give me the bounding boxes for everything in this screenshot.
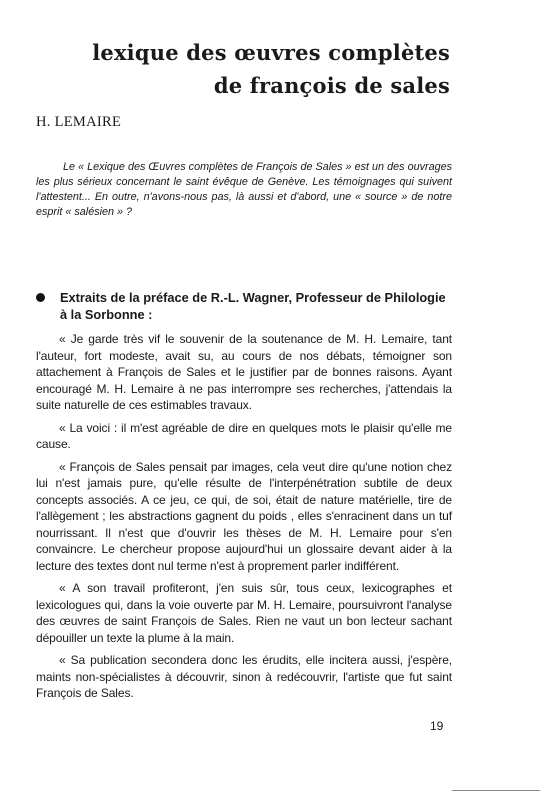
paragraph: « Sa publication secondera donc les érudits, elle incitera aussi, j'espère, maints non-spécialistes à découvrir, sinon à redécouvrir, l'artiste que fut saint François de Sales. <box>36 653 452 700</box>
bullet-icon <box>36 293 45 302</box>
paragraph: « Je garde très vif le souvenir de la soutenance de M. H. Lemaire, tant l'auteur, fort modeste, avait su, au cours de nos débats, témoigner son attachement à François de Sales et le justifier par de bonnes raisons. Ayant encouragé M. H. Lemaire à ne pas interrompre ses recherches, j'attendais la suite naturelle de ces estimables travaux. <box>36 332 452 412</box>
abstract: Le « Lexique des Œuvres complètes de François de Sales » est un des ouvrages les plus sérieux concernant le saint évêque de Genève. Les témoignages qui suivent l'attestent... En outre, n'avons-nous pas, là aussi et d'abord, une « source » de notre esprit « salésien » ? <box>36 161 452 218</box>
title-line-1: lexique des œuvres complètes <box>92 40 450 65</box>
section-heading: Extraits de la préface de R.-L. Wagner, Professeur de Philologie à la Sorbonne : <box>60 290 446 322</box>
paragraph: « A son travail profiteront, j'en suis sûr, tous ceux, lexicographes et lexicologues qui, dans la voie ouverte par M. H. Lemaire, poursuivront l'analyse des œuvres de saint François de Sales. Rien ne vaut un bon lecteur sachant dépouiller un texte la plume à la main. <box>36 581 452 645</box>
preface-body <box>36 331 452 708</box>
paragraph: « François de Sales pensait par images, cela veut dire qu'une notion chez lui n'est jamais pure, qu'elle résulte de l'interpénétration subtile de deux concepts associés. A ce jeu, ce qui, de soi, était de nature matérielle, tire de l'allègement ; les abstractions gagnent du poids , elles s'enracinent dans un tuf nourrissant. Il n'est que d'ouvrir les thèses de M. H. Lemaire pour s'en convaincre. Le chercheur propose aujourd'hui un glossaire devant aider à la lecture des textes dont nul terme n'est à proprement parler indifférent. <box>36 459 452 573</box>
bottom-rule <box>452 790 540 791</box>
page-number: 19 <box>430 719 444 733</box>
title-line-2: de françois de sales <box>213 73 450 98</box>
author-name: H. LEMAIRE <box>36 114 122 130</box>
preface-section <box>36 289 454 323</box>
paragraph: « La voici : il m'est agréable de dire en quelques mots le plaisir qu'elle me cause. <box>36 420 452 451</box>
